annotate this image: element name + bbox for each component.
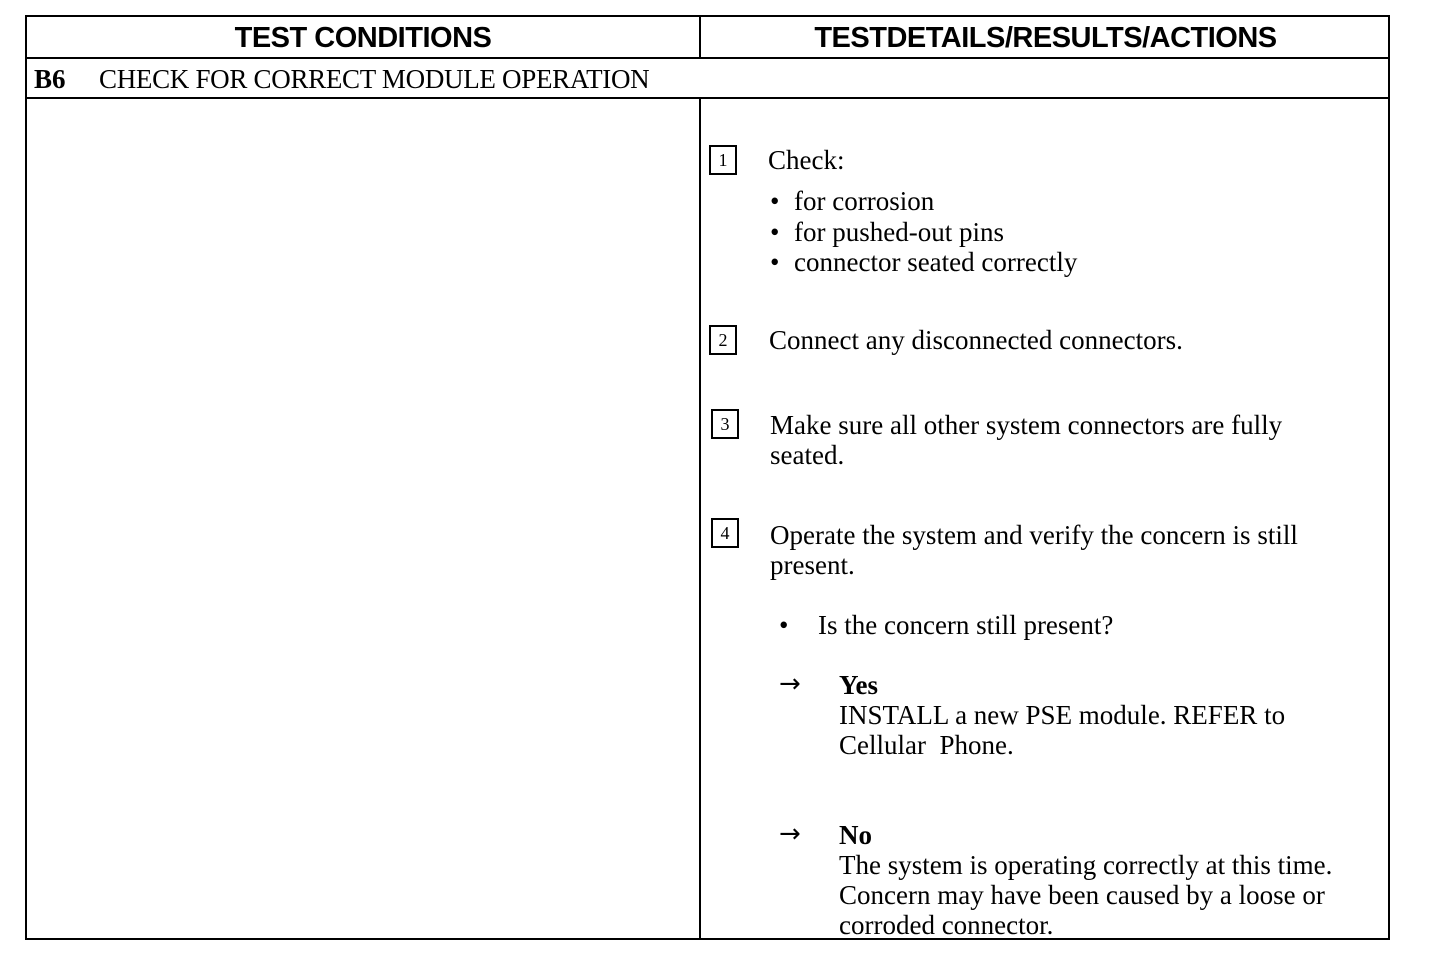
step-number-box: 2 — [709, 325, 737, 355]
step-4-line-2: present. — [770, 550, 855, 580]
bullet-icon: • — [770, 247, 780, 277]
step-number-box: 1 — [709, 145, 737, 175]
list-item — [768, 217, 1077, 248]
table-header-row — [27, 17, 1388, 59]
section-code: B6 — [34, 64, 66, 94]
step-4-line-1: Operate the system and verify the concern is still — [770, 520, 1298, 550]
answer-no-line-3: corroded connector. — [839, 910, 1054, 940]
column-divider — [699, 17, 701, 59]
step-3-line-2: seated. — [770, 440, 845, 470]
answer-no — [839, 820, 1332, 940]
list-item — [768, 247, 1077, 278]
arrow-right-icon: → — [779, 669, 801, 699]
answer-yes-line-2: Cellular Phone. — [839, 730, 1014, 760]
question-text: Is the concern still present? — [818, 610, 1114, 640]
section-row — [27, 59, 1388, 99]
step-number-box: 4 — [711, 518, 739, 548]
answer-yes-label: Yes — [839, 670, 878, 700]
answer-no-line-2: Concern may have been caused by a loose or — [839, 880, 1325, 910]
answer-yes — [839, 670, 1285, 760]
bullet-text: for pushed-out pins — [794, 216, 1004, 247]
question-bullet-icon: • — [779, 610, 789, 640]
section-title: CHECK FOR CORRECT MODULE OPERATION — [99, 64, 650, 94]
step-3-text — [770, 410, 1282, 470]
bullet-text: connector seated correctly — [794, 247, 1078, 277]
header-test-conditions: TEST CONDITIONS — [234, 22, 492, 54]
step-3-line-1: Make sure all other system connectors are fully — [770, 410, 1283, 440]
list-item — [768, 186, 1077, 217]
step-1-text: Check: — [768, 145, 845, 175]
step-2-text: Connect any disconnected connectors. — [769, 325, 1183, 355]
arrow-right-icon: → — [779, 819, 801, 849]
column-divider — [699, 99, 701, 938]
step-1-bullets — [768, 186, 1077, 278]
answer-no-line-1: The system is operating correctly at this time. — [839, 850, 1333, 880]
step-4-text — [770, 520, 1298, 580]
test-table — [25, 15, 1390, 940]
answer-no-label: No — [839, 820, 872, 850]
step-number-box: 3 — [711, 409, 739, 439]
bullet-text: for corrosion — [794, 186, 935, 216]
bullet-icon: • — [770, 216, 780, 247]
answer-yes-line-1: INSTALL a new PSE module. REFER to — [839, 700, 1286, 730]
bullet-icon: • — [770, 186, 780, 216]
header-test-details: TESTDETAILS/RESULTS/ACTIONS — [814, 22, 1277, 54]
